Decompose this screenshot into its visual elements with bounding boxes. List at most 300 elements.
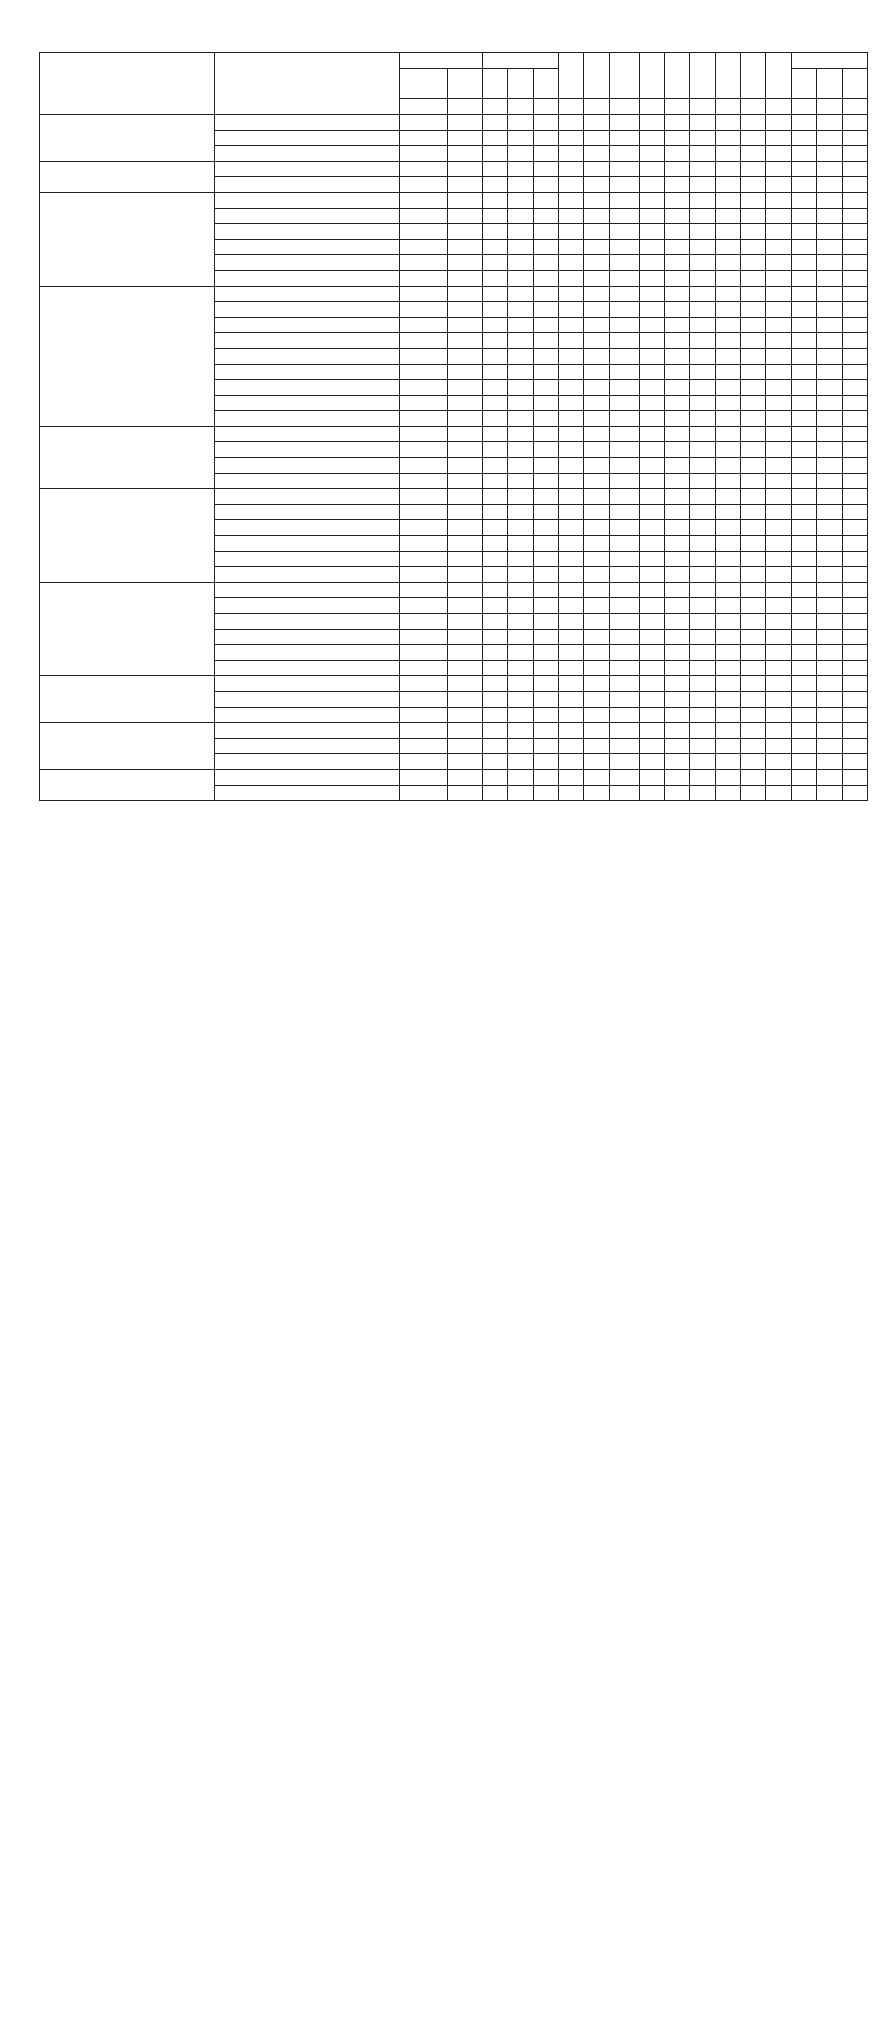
major-name: [215, 411, 399, 427]
quota-cell: [609, 426, 639, 442]
quota-cell: [741, 738, 766, 754]
quota-cell: [533, 520, 558, 536]
quota-cell: [399, 224, 447, 240]
row-number: [12, 130, 40, 146]
row-number: [12, 769, 40, 785]
quota-cell: [766, 286, 791, 302]
quota-cell: [448, 224, 483, 240]
quota-cell: [508, 676, 533, 692]
quota-cell: [584, 676, 609, 692]
quota-cell: [741, 473, 766, 489]
quota-cell: [817, 302, 842, 318]
quota-cell: [448, 691, 483, 707]
quota-cell: [508, 582, 533, 598]
quota-cell: [508, 364, 533, 380]
quota-cell: [508, 707, 533, 723]
quota-cell: [715, 614, 740, 630]
quota-cell: [639, 224, 664, 240]
major-name: [215, 317, 399, 333]
quota-cell: [766, 598, 791, 614]
quota-cell: [842, 582, 868, 598]
quota-cell: [609, 442, 639, 458]
quota-cell: [791, 520, 816, 536]
quota-cell: [558, 239, 583, 255]
quota-cell: [817, 567, 842, 583]
major-name: [215, 239, 399, 255]
quota-cell: [690, 255, 715, 271]
quota-total: [399, 99, 447, 115]
quota-cell: [664, 426, 689, 442]
quota-cell: [639, 255, 664, 271]
quota-cell: [664, 754, 689, 770]
quota-cell: [399, 567, 447, 583]
quota-cell: [766, 442, 791, 458]
quota-cell: [766, 411, 791, 427]
major-name: [215, 629, 399, 645]
quota-cell: [639, 769, 664, 785]
quota-cell: [791, 598, 816, 614]
quota-cell: [482, 738, 507, 754]
quota-cell: [817, 785, 842, 801]
quota-cell: [741, 255, 766, 271]
quota-cell: [791, 115, 816, 131]
quota-cell: [482, 348, 507, 364]
quota-cell: [584, 348, 609, 364]
quota-cell: [448, 676, 483, 692]
quota-cell: [817, 380, 842, 396]
quota-cell: [715, 676, 740, 692]
quota-cell: [448, 660, 483, 676]
quota-cell: [609, 208, 639, 224]
quota-cell: [609, 115, 639, 131]
quota-cell: [609, 520, 639, 536]
quota-cell: [448, 286, 483, 302]
quota-cell: [508, 629, 533, 645]
quota-cell: [690, 738, 715, 754]
quota-cell: [533, 161, 558, 177]
quota-cell: [399, 270, 447, 286]
quota-cell: [609, 302, 639, 318]
quota-cell: [766, 224, 791, 240]
category-header: [842, 69, 868, 99]
quota-cell: [558, 723, 583, 739]
quota-cell: [715, 707, 740, 723]
quota-cell: [533, 614, 558, 630]
quota-cell: [664, 146, 689, 162]
quota-cell: [842, 645, 868, 661]
quota-cell: [817, 224, 842, 240]
quota-cell: [533, 691, 558, 707]
quota-cell: [399, 255, 447, 271]
quota-cell: [399, 442, 447, 458]
quota-cell: [609, 146, 639, 162]
quota-cell: [791, 582, 816, 598]
quota-cell: [690, 239, 715, 255]
quota-cell: [609, 239, 639, 255]
quota-cell: [533, 286, 558, 302]
college-name: [40, 676, 215, 723]
quota-cell: [448, 130, 483, 146]
quota-cell: [609, 598, 639, 614]
major-name: [215, 520, 399, 536]
quota-cell: [448, 395, 483, 411]
quota-cell: [842, 286, 868, 302]
quota-cell: [690, 286, 715, 302]
quota-cell: [584, 286, 609, 302]
quota-cell: [448, 442, 483, 458]
quota-cell: [741, 161, 766, 177]
quota-cell: [817, 504, 842, 520]
quota-cell: [664, 177, 689, 193]
college-name: [40, 161, 215, 192]
quota-cell: [741, 208, 766, 224]
quota-cell: [741, 520, 766, 536]
quota-cell: [842, 520, 868, 536]
quota-cell: [715, 192, 740, 208]
province-header: [558, 53, 583, 99]
row-number: [12, 333, 40, 349]
quota-cell: [448, 582, 483, 598]
quota-cell: [817, 473, 842, 489]
quota-cell: [448, 536, 483, 552]
quota-cell: [639, 567, 664, 583]
quota-cell: [766, 348, 791, 364]
quota-cell: [664, 192, 689, 208]
quota-cell: [558, 489, 583, 505]
row-number: [12, 442, 40, 458]
province-header: [609, 53, 639, 99]
quota-cell: [741, 115, 766, 131]
quota-cell: [508, 691, 533, 707]
quota-total: [533, 99, 558, 115]
quota-cell: [664, 348, 689, 364]
row-number: [12, 598, 40, 614]
quota-cell: [639, 208, 664, 224]
quota-cell: [664, 115, 689, 131]
major-name: [215, 504, 399, 520]
quota-cell: [639, 146, 664, 162]
row-number: [12, 286, 40, 302]
quota-cell: [791, 473, 816, 489]
quota-cell: [508, 520, 533, 536]
province-header: [715, 53, 740, 99]
quota-cell: [584, 504, 609, 520]
quota-cell: [664, 645, 689, 661]
quota-total: [817, 99, 842, 115]
major-name: [215, 146, 399, 162]
quota-cell: [448, 551, 483, 567]
quota-cell: [741, 239, 766, 255]
quota-cell: [448, 785, 483, 801]
quota-cell: [448, 270, 483, 286]
quota-cell: [399, 520, 447, 536]
quota-cell: [558, 582, 583, 598]
quota-cell: [842, 130, 868, 146]
quota-cell: [715, 629, 740, 645]
quota-cell: [448, 738, 483, 754]
quota-cell: [584, 614, 609, 630]
quota-cell: [399, 348, 447, 364]
quota-cell: [609, 458, 639, 474]
quota-cell: [817, 458, 842, 474]
quota-cell: [448, 754, 483, 770]
quota-cell: [508, 473, 533, 489]
quota-cell: [609, 192, 639, 208]
quota-cell: [690, 317, 715, 333]
quota-cell: [482, 208, 507, 224]
quota-cell: [558, 395, 583, 411]
quota-cell: [817, 286, 842, 302]
quota-cell: [741, 333, 766, 349]
quota-cell: [715, 582, 740, 598]
quota-cell: [609, 130, 639, 146]
quota-cell: [690, 333, 715, 349]
quota-cell: [558, 192, 583, 208]
row-number: [12, 208, 40, 224]
quota-cell: [791, 629, 816, 645]
quota-cell: [766, 660, 791, 676]
quota-cell: [766, 504, 791, 520]
quota-cell: [448, 255, 483, 271]
quota-cell: [664, 395, 689, 411]
quota-cell: [639, 130, 664, 146]
quota-cell: [482, 239, 507, 255]
quota-cell: [639, 645, 664, 661]
quota-cell: [664, 255, 689, 271]
quota-cell: [533, 208, 558, 224]
quota-cell: [690, 208, 715, 224]
row-number: [12, 551, 40, 567]
major-name: [215, 567, 399, 583]
quota-cell: [448, 239, 483, 255]
quota-cell: [741, 426, 766, 442]
quota-cell: [715, 520, 740, 536]
quota-total: [791, 99, 816, 115]
quota-cell: [715, 473, 740, 489]
quota-cell: [842, 458, 868, 474]
college-name: [40, 426, 215, 488]
major-name: [215, 115, 399, 131]
quota-cell: [399, 239, 447, 255]
college-name: [40, 115, 215, 162]
row-number: [12, 395, 40, 411]
quota-cell: [715, 364, 740, 380]
major-name: [215, 785, 399, 801]
quota-cell: [791, 489, 816, 505]
quota-cell: [609, 769, 639, 785]
quota-cell: [558, 645, 583, 661]
quota-cell: [639, 442, 664, 458]
quota-cell: [399, 598, 447, 614]
quota-cell: [508, 255, 533, 271]
quota-cell: [533, 411, 558, 427]
quota-cell: [664, 738, 689, 754]
quota-cell: [448, 302, 483, 318]
quota-cell: [558, 614, 583, 630]
quota-cell: [791, 255, 816, 271]
quota-cell: [741, 754, 766, 770]
quota-cell: [584, 115, 609, 131]
quota-cell: [639, 426, 664, 442]
quota-cell: [482, 536, 507, 552]
quota-cell: [558, 317, 583, 333]
quota-cell: [448, 520, 483, 536]
quota-cell: [482, 411, 507, 427]
quota-cell: [482, 598, 507, 614]
quota-cell: [690, 364, 715, 380]
quota-cell: [791, 691, 816, 707]
college-name: [40, 286, 215, 426]
quota-cell: [609, 270, 639, 286]
quota-cell: [715, 536, 740, 552]
quota-cell: [482, 676, 507, 692]
major-name: [215, 660, 399, 676]
quota-cell: [533, 146, 558, 162]
quota-cell: [817, 520, 842, 536]
quota-cell: [766, 551, 791, 567]
quota-cell: [690, 691, 715, 707]
quota-cell: [482, 504, 507, 520]
quota-cell: [448, 411, 483, 427]
quota-cell: [664, 317, 689, 333]
row-number: [12, 364, 40, 380]
quota-cell: [448, 629, 483, 645]
quota-cell: [639, 364, 664, 380]
quota-cell: [508, 598, 533, 614]
major-name: [215, 348, 399, 364]
quota-cell: [715, 489, 740, 505]
quota-cell: [448, 489, 483, 505]
quota-cell: [639, 707, 664, 723]
quota-cell: [842, 785, 868, 801]
quota-cell: [715, 426, 740, 442]
quota-cell: [558, 520, 583, 536]
quota-cell: [533, 754, 558, 770]
quota-cell: [609, 489, 639, 505]
quota-cell: [584, 333, 609, 349]
quota-cell: [482, 567, 507, 583]
quota-cell: [639, 333, 664, 349]
quota-cell: [584, 489, 609, 505]
quota-cell: [791, 364, 816, 380]
quota-cell: [690, 536, 715, 552]
quota-cell: [609, 411, 639, 427]
quota-cell: [584, 426, 609, 442]
quota-cell: [664, 489, 689, 505]
college-name: [40, 582, 215, 676]
quota-cell: [741, 395, 766, 411]
row-number: [12, 629, 40, 645]
quota-cell: [639, 239, 664, 255]
quota-cell: [741, 598, 766, 614]
quota-cell: [482, 192, 507, 208]
quota-cell: [639, 676, 664, 692]
quota-cell: [558, 411, 583, 427]
quota-cell: [842, 551, 868, 567]
quota-cell: [558, 738, 583, 754]
quota-cell: [533, 192, 558, 208]
quota-cell: [609, 255, 639, 271]
quota-cell: [766, 364, 791, 380]
row-number: [12, 255, 40, 271]
quota-cell: [399, 333, 447, 349]
quota-cell: [715, 458, 740, 474]
quota-cell: [766, 707, 791, 723]
major-name: [215, 707, 399, 723]
major-name: [215, 536, 399, 552]
quota-cell: [817, 364, 842, 380]
quota-cell: [508, 348, 533, 364]
major-name: [215, 333, 399, 349]
quota-cell: [842, 442, 868, 458]
quota-cell: [817, 426, 842, 442]
quota-cell: [558, 458, 583, 474]
quota-cell: [690, 146, 715, 162]
quota-cell: [664, 224, 689, 240]
quota-cell: [664, 691, 689, 707]
province-header: [584, 53, 609, 99]
quota-cell: [399, 645, 447, 661]
quota-cell: [609, 177, 639, 193]
quota-cell: [715, 286, 740, 302]
quota-cell: [399, 411, 447, 427]
quota-cell: [842, 317, 868, 333]
quota-cell: [558, 146, 583, 162]
quota-cell: [639, 473, 664, 489]
quota-cell: [508, 536, 533, 552]
row-number: [12, 192, 40, 208]
quota-cell: [558, 333, 583, 349]
quota-cell: [766, 302, 791, 318]
quota-cell: [741, 551, 766, 567]
quota-cell: [741, 691, 766, 707]
quota-cell: [715, 754, 740, 770]
quota-cell: [690, 115, 715, 131]
quota-cell: [690, 598, 715, 614]
quota-cell: [766, 629, 791, 645]
quota-cell: [584, 208, 609, 224]
quota-cell: [584, 395, 609, 411]
quota-cell: [766, 582, 791, 598]
quota-cell: [741, 723, 766, 739]
quota-cell: [533, 504, 558, 520]
quota-cell: [690, 614, 715, 630]
quota-cell: [817, 676, 842, 692]
quota-cell: [584, 582, 609, 598]
quota-cell: [482, 426, 507, 442]
quota-cell: [791, 738, 816, 754]
quota-cell: [766, 208, 791, 224]
province-header: [664, 53, 689, 99]
quota-cell: [448, 567, 483, 583]
quota-cell: [533, 645, 558, 661]
quota-cell: [690, 629, 715, 645]
quota-cell: [399, 536, 447, 552]
quota-cell: [842, 192, 868, 208]
quota-cell: [399, 738, 447, 754]
quota-cell: [584, 458, 609, 474]
quota-cell: [766, 567, 791, 583]
quota-cell: [639, 489, 664, 505]
row-number-header: [12, 53, 40, 115]
quota-cell: [715, 333, 740, 349]
major-header: [215, 53, 399, 115]
quota-cell: [664, 239, 689, 255]
quota-cell: [690, 769, 715, 785]
quota-cell: [584, 255, 609, 271]
quota-cell: [482, 146, 507, 162]
quota-cell: [690, 224, 715, 240]
